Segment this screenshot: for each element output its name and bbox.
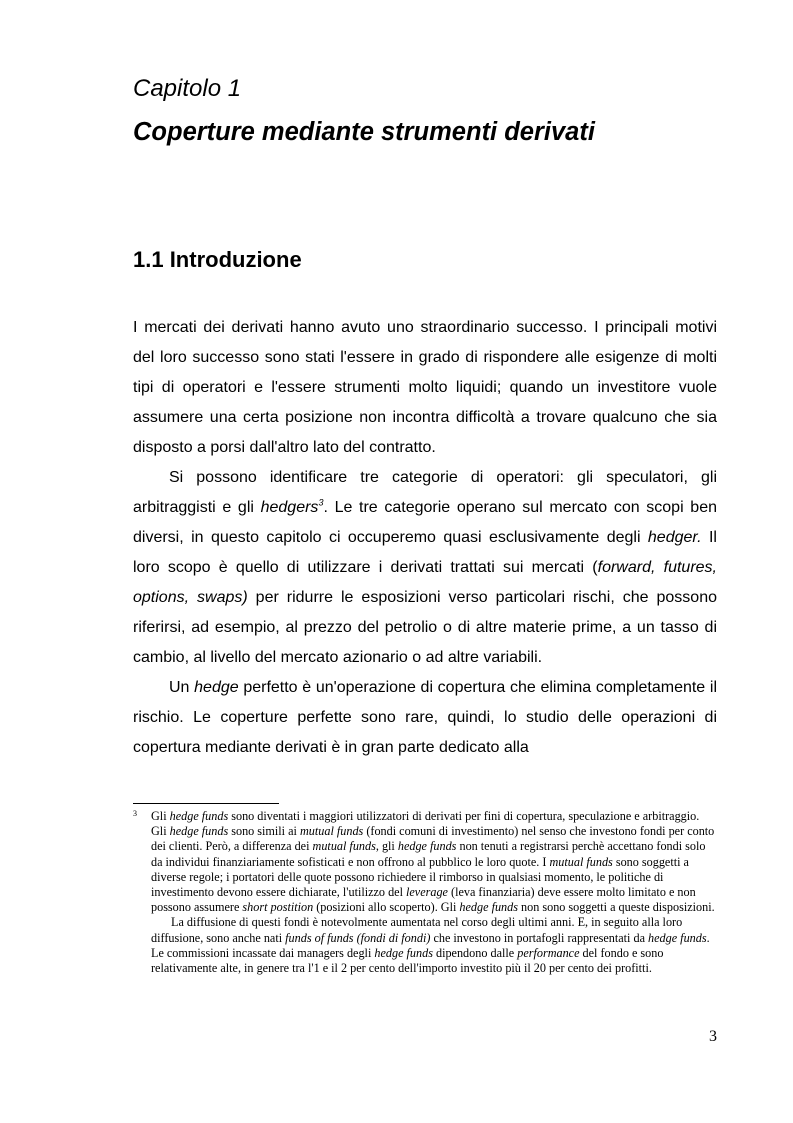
fn1-text: sono diventati i maggiori utilizzatori di derivati per fini di copertura, speculazione e arbitraggio. Gli [151,809,700,839]
fn2-text: . Le commissioni incassate dai managers degli [151,930,710,960]
body-text [133,313,717,763]
fn1-text: (posizioni allo scoperto). Gli [313,900,460,915]
fn2-text: del fondo e sono relativamente alte, in genere tra l'1 e il 2 per cento dell'importo investito più il 20 per cento dei profitti. [151,945,664,976]
paragraph-2-text-a: Si possono identificare tre categorie di operatori: gli speculatori, gli arbitraggisti e gli [133,469,717,516]
fn2-text: dipendono dalle [432,945,518,960]
footnote [133,809,717,976]
page-number: 3 [709,1028,717,1045]
fn1-italic: mutual funds [299,824,364,839]
footnote-paragraph-1 [151,809,717,915]
paragraph-2-hedger: hedger. [647,529,702,546]
fn2-text: che investono in portafogli rappresentati da [430,930,649,945]
paragraph-1: I mercati dei derivati hanno avuto uno straordinario successo. I principali motivi del loro successo sono stati l'essere in grado di rispondere alle esigenze di molti tipi di operatori e l'essere strumenti molto liquidi; quando un investitore vuole assumere una certa posizione non incontra difficoltà a trovare qualcuno che sia disposto a porsi dall'altro lato del contratto. [133,319,717,456]
fn2-italic: funds of funds (fondi di fondi) [285,930,431,945]
paragraph-2 [133,463,717,673]
fn1-italic: hedge funds [459,900,518,915]
fn1-italic: hedge funds [169,809,229,823]
fn1-italic: mutual funds [549,854,613,869]
paragraph-2-instruments: forward, futures, options, swaps) [133,559,717,606]
paragraph-3 [133,673,717,763]
chapter-label: Capitolo 1 [133,75,242,102]
fn1-text: non tenuti a registrarsi perchè accettano fondi solo da individui finanziariamente sofisticati e non offrono al pubblico le loro quote. I [151,839,706,869]
section-heading: 1.1 Introduzione [133,247,302,272]
fn1-text: Gli [151,809,170,823]
fn1-italic: mutual funds [312,839,376,854]
fn2-italic: performance [517,945,580,960]
paragraph-2-text-c: Il loro scopo è quello di utilizzare i derivati trattati sui mercati ( [133,529,717,576]
fn1-text: sono simili ai [228,824,300,839]
footnote-body [151,809,717,976]
fn1-text: (leva finanziaria) deve essere molto limitato e non possono assumere [151,885,696,915]
fn1-italic: hedge funds [169,824,229,839]
fn1-text: (fondi comuni di investimento) nel senso che investono fondi per conto dei clienti. Però, a differenza dei [151,824,715,854]
paragraph-2-text-b: . Le tre categorie operano sul mercato con scopi ben diversi, in questo capitolo ci occuperemo quasi esclusivamente degli [133,499,717,546]
paragraph-3-text-b: perfetto è un'operazione di copertura che elimina completamente il rischio. Le coperture perfette sono rare, quindi, lo studio delle operazioni di copertura mediante derivati è in gran parte dedicato alla [133,679,717,756]
footnote-reference: 3 [318,497,324,508]
footnote-marker: 3 [133,809,137,818]
footnote-separator [133,803,279,804]
fn2-italic: hedge funds [648,930,707,945]
fn1-text: sono soggetti a diverse regole; i portatori delle quote possono richiedere il rimborso in qualsiasi momento, le politiche di investimento devono essere dichiarate, l'utilizzo del [151,854,689,900]
paragraph-3-text-a: Un [169,679,195,696]
paragraph-2-hedgers: hedgers [260,499,319,516]
fn1-italic: leverage [406,885,448,900]
paragraph-2-text-d: per ridurre le esposizioni verso particolari rischi, che possono riferirsi, ad esempio, al prezzo del petrolio o di altre materie prime, a un tasso di cambio, al livello del mercato azionario o ad altre variabili. [133,589,718,666]
chapter-title: Coperture mediante strumenti derivati [133,118,595,146]
fn1-italic: short postition [242,900,314,915]
fn1-text: non sono soggetti a queste disposizioni. [517,900,715,915]
fn2-italic: hedge funds [374,945,433,960]
footnote-paragraph-2 [151,915,717,976]
fn1-italic: hedge funds [397,839,457,854]
fn1-text: , gli [375,839,398,854]
fn2-text: La diffusione di questi fondi è notevolmente aumentata nel corso degli ultimi anni. E, in seguito alla loro diffusione, sono anche nati [151,915,683,945]
paragraph-3-hedge: hedge [194,679,239,696]
